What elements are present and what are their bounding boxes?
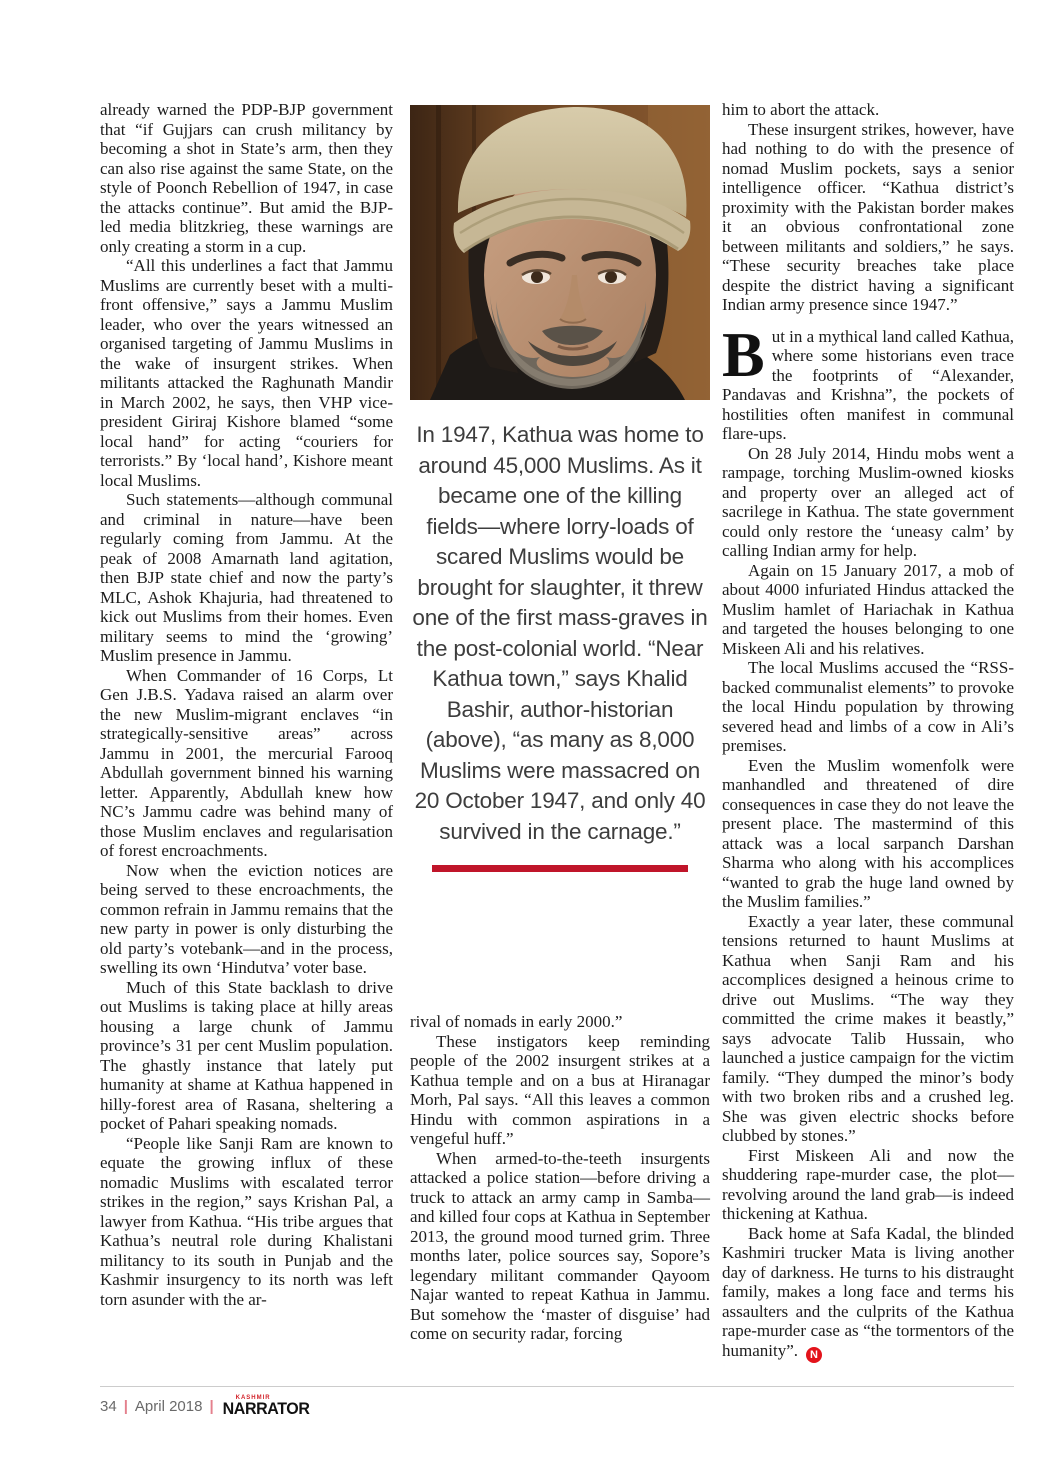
magazine-logo-name: NARRATOR (222, 1400, 310, 1418)
pull-quote-rule (432, 865, 688, 872)
paragraph: When armed-to-the-teeth insurgents attacked a police station—before driving a truck to attack an army camp in Samba—and killed four cops at Kathua in September 2013, the ground mood turned grim. Three months later, police sources say, Sopore’s legendary militant commander Qayoom Najar wanted to repeat Kathua in Jammu. But somehow the ‘master of disguise’ had come on security radar, forcing (410, 1148, 710, 1343)
paragraph: Now when the eviction notices are being served to these encroachments, the common refrain in Jammu remains that the new party in power is only disturbing the old party’s votebank—and in the process, swelling its own ‘Hindutva’ voter base. (100, 860, 393, 977)
paragraph: The local Muslims accused the “RSS-backed communalist elements” to provoke the local Hindu population by throwing severed head and limbs of a cow in Ali’s premises. (722, 658, 1014, 755)
magazine-logo-kicker: KASHMIR (235, 1395, 271, 1401)
drop-cap: B (722, 318, 765, 390)
footer-separator: | (123, 1397, 128, 1415)
paragraph: When Commander of 16 Corps, Lt Gen J.B.S. Yadava raised an alarm over the new Muslim-migrant enclaves “in strategically-sensitive areas” across Jammu in 2001, the mercurial Farooq Abdullah government binned his warning letter. Apparently, Abdullah knew how NC’s Jammu cadre was behind many of those Muslim enclaves and regularisation of forest encroachments. (100, 665, 393, 860)
paragraph (722, 1224, 1014, 1363)
article-end-mark-icon: N (806, 1347, 822, 1363)
paragraph: Much of this State backlash to drive out Muslims is taking place at hilly areas housing a large chunk of Jammu province’s 31 per cent Muslim population. The ghastly instance that lately put humanity at shame at Kathua happened in hilly-forest area of Rasana, sheltering a pocket of Pahari speaking nomads. (100, 977, 393, 1133)
paragraph: These instigators keep reminding people of the 2002 insurgent strikes at a Kathua temple and on a bus at Hiranagar Morh, Pal says. “All this leaves a common Hindu with common aspirations in a vengeful huff.” (410, 1031, 710, 1148)
footer-rule (100, 1386, 1014, 1387)
paragraph-with-dropcap (722, 318, 1014, 444)
paragraph: already warned the PDP-BJP government that “if Gujjars can crush militancy by becoming a shot in State’s arm, then they can also rise against the same State, on the style of Poonch Rebellion of 1947, in case the attacks continue”. But amid the BJP-led media blitzkrieg, these warnings are only creating a storm in a cup. (100, 100, 393, 256)
footer-separator: | (209, 1397, 214, 1415)
paragraph: him to abort the attack. (722, 100, 880, 119)
portrait-photo-illustration (410, 105, 710, 400)
paragraph: “All this underlines a fact that Jammu Muslims are currently beset with a multi-front offensive,” says a Jammu Muslim leader, who over the years witnessed an organised targeting of Jammu Muslims in the wake of insurgent strikes. When militants attacked the Raghunath Mandir in March 2002, he says, then VHP vice-president Giriraj Kishore blamed “some local hand” for acting “couriers for terrorists.” By ‘local hand’, Kishore meant local Muslims. (100, 256, 393, 490)
pull-quote: In 1947, Kathua was home to around 45,000 Muslims. As it became one of the killing fields—where lorry-loads of scared Muslims would be brought for slaughter, it threw one of the first mass-graves in the post-colonial world. “Near Kathua town,” says Khalid Bashir, author-historian (above), “as many as 8,000 Muslims were massacred on 20 October 1947, and only 40 survived in the carnage.” (412, 422, 708, 844)
paragraph: Again on 15 January 2017, a mob of about 4000 infuriated Hindus attacked the Muslim hamlet of Hariachak in Kathua and targeted the houses belonging to one Miskeen Ali and his relatives. (722, 560, 1014, 658)
article-column-1 (100, 100, 393, 1309)
paragraph-text: Back home at Safa Kadal, the blinded Kashmiri trucker Mata is living another day of darkness. He turns to his distraught family, makes a long face and terms his assaulters and the culprits of the Kathua rape-murder case as “the tormentors of the humanity”. (722, 1223, 1014, 1360)
article-column-3 (722, 100, 1014, 1363)
paragraph: Even the Muslim womenfolk were manhandled and threatened of dire consequences in case they do not leave the present place. The mastermind of this attack was a local sarpanch Darshan Sharma who along with his accomplices “wanted to grab the huge land owned by the Muslim families.” (722, 755, 1014, 911)
paragraph: On 28 July 2014, Hindu mobs went a rampage, torching Muslim-owned kiosks and property over an alleged act of sacrilege in Kathua. The state government could only restore the ‘uneasy calm’ by calling Indian army for help. (722, 443, 1014, 560)
article-column-2 (410, 105, 710, 872)
footer-date: April 2018 (134, 1397, 203, 1415)
paragraph-text: ut in a mythical land called Kathua, where some historians even trace the footprints of “Alexander, Pandavas and Krishna”, the pockets of hostilities often manifest in communal flare-ups. (722, 326, 1014, 443)
page-number: 34 (100, 1397, 117, 1415)
portrait-photo (410, 105, 710, 400)
paragraph: “People like Sanji Ram are known to equate the growing influx of these nomadic Muslims with escalated terror strikes in the region,” says Krishan Pal, a lawyer from Kathua. “His tribe argues that Kathua’s neutral role during Khalistani militancy to its south in Punjab and the Kashmir insurgency to its north was left torn asunder with the ar- (100, 1133, 393, 1309)
paragraph: These insurgent strikes, however, have had nothing to do with the presence of nomad Muslim pockets, says a senior intelligence officer. “Kathua district’s proximity with the Pakistan border makes it an obvious confrontational zone between militants and soldiers,” he says. “These security breaches take place despite the district having a significant Indian army presence since 1947.” (722, 119, 1014, 314)
magazine-logo (223, 1395, 310, 1418)
footer (100, 1395, 310, 1418)
paragraph: Exactly a year later, these communal tensions returned to haunt Muslims at Kathua when Sanji Ram and his accomplices designed a heinous crime to drive out Muslims. “The way they committed the crime makes it beastly,” says advocate Talib Hussain, who launched a justice campaign for the victim family. “They dumped the minor’s body with two broken ribs and a crushed leg. She was given electric shocks before clubbed by stones.” (722, 911, 1014, 1145)
paragraph: Such statements—although communal and criminal in nature—have been regularly coming from Jammu. At the peak of 2008 Amarnath land agitation, then BJP state chief and now the party’s MLC, Ashok Khajuria, had threatened to kick out Muslims from their homes. Even military seems to mind the ‘growing’ Muslim presence in Jammu. (100, 490, 393, 665)
paragraph: rival of nomads in early 2000.” (410, 1012, 623, 1031)
article-column-2-lower (410, 1012, 710, 1344)
paragraph: First Miskeen Ali and now the shuddering rape-murder case, the plot—revolving around the land grab—is indeed thickening at Kathua. (722, 1145, 1014, 1223)
